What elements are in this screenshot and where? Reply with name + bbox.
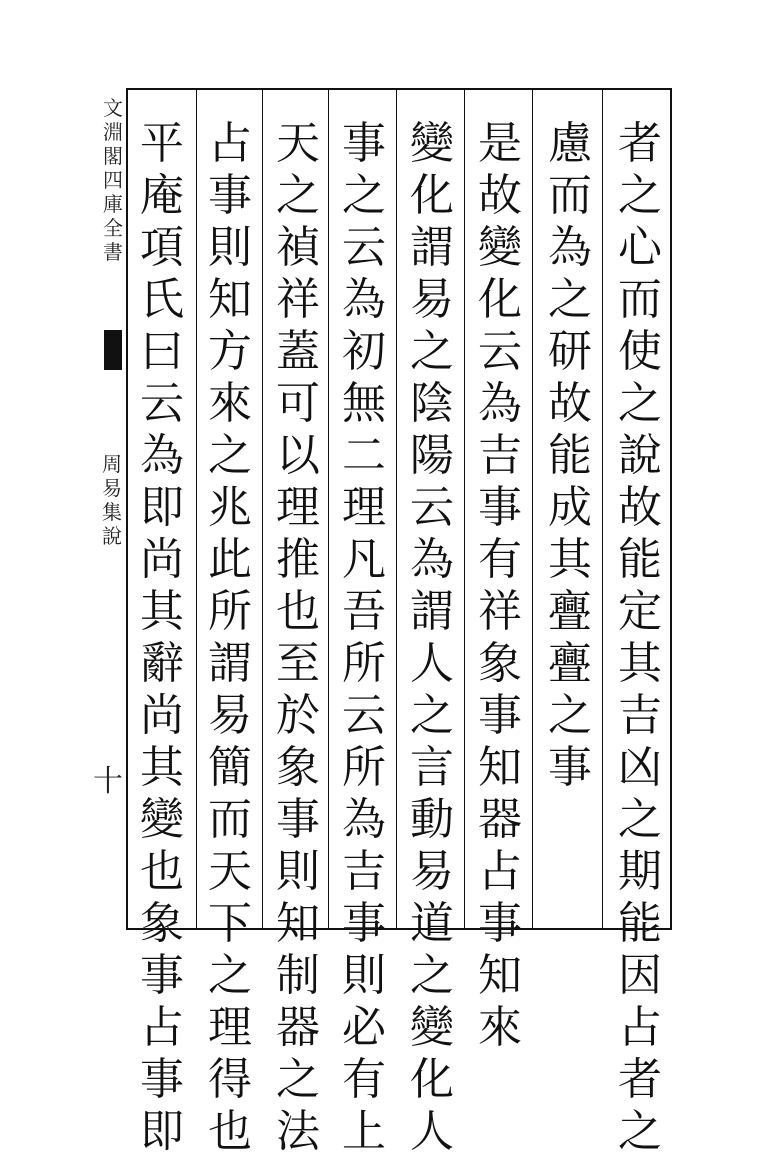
book-title-character: 說 bbox=[102, 524, 122, 548]
column-character: 定 bbox=[618, 586, 662, 637]
column-character: 之 bbox=[410, 326, 454, 377]
column-character: 化 bbox=[410, 1054, 454, 1105]
edge-title-character: 庫 bbox=[103, 192, 123, 216]
column-character: 變 bbox=[410, 118, 454, 169]
column-character: 為 bbox=[548, 222, 592, 273]
column-character: 變 bbox=[478, 222, 522, 273]
column-character: 知 bbox=[276, 898, 320, 949]
column-character: 平 bbox=[140, 118, 184, 169]
column-character: 所 bbox=[342, 742, 386, 793]
column-character: 至 bbox=[276, 638, 320, 689]
column-divider bbox=[532, 88, 533, 930]
column-character: 使 bbox=[618, 326, 662, 377]
edge-title-character: 文 bbox=[103, 96, 123, 120]
column-character: 之 bbox=[276, 170, 320, 221]
column-character: 辭 bbox=[140, 638, 184, 689]
column-character: 為 bbox=[342, 794, 386, 845]
column-character: 簡 bbox=[208, 742, 252, 793]
column-character: 者 bbox=[618, 118, 662, 169]
column-character: 知 bbox=[478, 950, 522, 1001]
column-character: 之 bbox=[208, 950, 252, 1001]
column-character: 也 bbox=[208, 1106, 252, 1157]
column-character: 所 bbox=[208, 586, 252, 637]
column-character: 有 bbox=[342, 1054, 386, 1105]
column-character: 人 bbox=[410, 1106, 454, 1157]
column-character: 來 bbox=[478, 1002, 522, 1053]
column-character: 天 bbox=[208, 846, 252, 897]
column-character: 為 bbox=[140, 430, 184, 481]
column-divider bbox=[396, 88, 397, 930]
column-character: 變 bbox=[410, 1002, 454, 1053]
column-character: 尚 bbox=[140, 534, 184, 585]
column-character: 事 bbox=[140, 950, 184, 1001]
book-title bbox=[100, 452, 124, 548]
column-character: 來 bbox=[208, 378, 252, 429]
column-character: 上 bbox=[342, 1106, 386, 1157]
column-character: 理 bbox=[276, 482, 320, 533]
column-character: 成 bbox=[548, 482, 592, 533]
column-character: 器 bbox=[276, 1002, 320, 1053]
column-character: 禎 bbox=[276, 222, 320, 273]
column-character: 之 bbox=[410, 950, 454, 1001]
column-character: 即 bbox=[140, 482, 184, 533]
column-character: 吉 bbox=[478, 430, 522, 481]
text-column-7 bbox=[198, 118, 262, 1158]
column-character: 陰 bbox=[410, 378, 454, 429]
column-character: 其 bbox=[548, 534, 592, 585]
column-character: 方 bbox=[208, 326, 252, 377]
column-character: 之 bbox=[618, 1106, 662, 1157]
column-character: 即 bbox=[140, 1106, 184, 1157]
column-character: 言 bbox=[410, 742, 454, 793]
text-column-3 bbox=[468, 118, 532, 1054]
column-character: 謂 bbox=[410, 222, 454, 273]
column-character: 易 bbox=[410, 274, 454, 325]
column-character: 因 bbox=[618, 950, 662, 1001]
column-character: 則 bbox=[342, 950, 386, 1001]
column-character: 之 bbox=[276, 1054, 320, 1105]
column-character: 事 bbox=[140, 1054, 184, 1105]
column-character: 故 bbox=[478, 170, 522, 221]
column-character: 初 bbox=[342, 326, 386, 377]
column-character: 者 bbox=[618, 1054, 662, 1105]
column-character: 理 bbox=[342, 482, 386, 533]
column-character: 動 bbox=[410, 794, 454, 845]
column-character: 故 bbox=[548, 378, 592, 429]
column-character: 蓋 bbox=[276, 326, 320, 377]
column-character: 云 bbox=[140, 378, 184, 429]
column-character: 知 bbox=[208, 274, 252, 325]
column-character: 知 bbox=[478, 742, 522, 793]
column-character: 能 bbox=[548, 430, 592, 481]
edge-title-character: 書 bbox=[103, 240, 123, 264]
column-character: 事 bbox=[342, 898, 386, 949]
edge-title bbox=[102, 96, 124, 264]
column-character: 謂 bbox=[410, 586, 454, 637]
column-character: 云 bbox=[478, 326, 522, 377]
text-column-8 bbox=[130, 118, 194, 1158]
column-character: 心 bbox=[618, 222, 662, 273]
column-divider bbox=[196, 88, 197, 930]
column-character: 之 bbox=[618, 794, 662, 845]
column-character: 云 bbox=[342, 222, 386, 273]
column-character: 推 bbox=[276, 534, 320, 585]
column-character: 為 bbox=[342, 274, 386, 325]
column-character: 故 bbox=[618, 482, 662, 533]
text-column-1 bbox=[608, 118, 672, 1158]
column-character: 天 bbox=[276, 118, 320, 169]
column-character: 二 bbox=[342, 430, 386, 481]
column-character: 之 bbox=[342, 170, 386, 221]
column-character: 其 bbox=[140, 586, 184, 637]
column-character: 尚 bbox=[140, 690, 184, 741]
column-character: 以 bbox=[276, 430, 320, 481]
column-character: 必 bbox=[342, 1002, 386, 1053]
column-character: 事 bbox=[208, 170, 252, 221]
column-character: 制 bbox=[276, 950, 320, 1001]
book-title-character: 集 bbox=[102, 500, 122, 524]
column-character: 為 bbox=[410, 534, 454, 585]
column-character: 器 bbox=[478, 794, 522, 845]
column-character: 項 bbox=[140, 222, 184, 273]
column-character: 慮 bbox=[548, 118, 592, 169]
column-character: 亹 bbox=[548, 638, 592, 689]
column-character: 兆 bbox=[208, 482, 252, 533]
column-character: 則 bbox=[276, 846, 320, 897]
column-character: 化 bbox=[478, 274, 522, 325]
column-character: 是 bbox=[478, 118, 522, 169]
column-character: 吾 bbox=[342, 586, 386, 637]
column-character: 云 bbox=[342, 690, 386, 741]
column-character: 吉 bbox=[618, 690, 662, 741]
column-character: 為 bbox=[478, 378, 522, 429]
column-character: 人 bbox=[410, 638, 454, 689]
edge-title-character: 閣 bbox=[103, 144, 123, 168]
column-character: 事 bbox=[548, 742, 592, 793]
column-character: 占 bbox=[618, 1002, 662, 1053]
column-character: 理 bbox=[208, 1002, 252, 1053]
column-character: 得 bbox=[208, 1054, 252, 1105]
column-character: 象 bbox=[478, 638, 522, 689]
column-divider bbox=[262, 88, 263, 930]
column-divider bbox=[464, 88, 465, 930]
column-character: 於 bbox=[276, 690, 320, 741]
column-character: 之 bbox=[410, 690, 454, 741]
column-character: 也 bbox=[140, 846, 184, 897]
column-character: 吉 bbox=[342, 846, 386, 897]
column-character: 事 bbox=[478, 898, 522, 949]
column-character: 能 bbox=[618, 898, 662, 949]
column-character: 而 bbox=[208, 794, 252, 845]
book-title-character: 周 bbox=[102, 452, 122, 476]
text-column-6 bbox=[266, 118, 330, 1158]
column-character: 而 bbox=[548, 170, 592, 221]
column-character: 凡 bbox=[342, 534, 386, 585]
text-column-5 bbox=[332, 118, 396, 1158]
column-character: 象 bbox=[276, 742, 320, 793]
column-character: 祥 bbox=[276, 274, 320, 325]
column-character: 事 bbox=[342, 118, 386, 169]
column-divider bbox=[602, 88, 603, 930]
column-character: 事 bbox=[478, 482, 522, 533]
column-character: 曰 bbox=[140, 326, 184, 377]
folio-number: 十 bbox=[93, 764, 123, 799]
column-character: 能 bbox=[618, 534, 662, 585]
column-character: 也 bbox=[276, 586, 320, 637]
column-character: 之 bbox=[618, 170, 662, 221]
edge-title-character: 全 bbox=[103, 216, 123, 240]
column-character: 祥 bbox=[478, 586, 522, 637]
column-character: 事 bbox=[276, 794, 320, 845]
edge-title-character: 淵 bbox=[103, 120, 123, 144]
book-title-character: 易 bbox=[102, 476, 122, 500]
column-character: 之 bbox=[548, 274, 592, 325]
column-character: 庵 bbox=[140, 170, 184, 221]
column-character: 有 bbox=[478, 534, 522, 585]
column-character: 而 bbox=[618, 274, 662, 325]
column-character: 占 bbox=[140, 1002, 184, 1053]
column-character: 說 bbox=[618, 430, 662, 481]
column-character: 道 bbox=[410, 898, 454, 949]
column-character: 之 bbox=[208, 430, 252, 481]
column-character: 易 bbox=[410, 846, 454, 897]
column-character: 法 bbox=[276, 1106, 320, 1157]
column-character: 事 bbox=[478, 690, 522, 741]
column-character: 所 bbox=[342, 638, 386, 689]
column-character: 無 bbox=[342, 378, 386, 429]
fishtail-mark bbox=[104, 330, 122, 370]
column-character: 之 bbox=[618, 378, 662, 429]
column-character: 之 bbox=[548, 690, 592, 741]
column-character: 可 bbox=[276, 378, 320, 429]
column-character: 氏 bbox=[140, 274, 184, 325]
text-column-2 bbox=[538, 118, 602, 794]
column-character: 占 bbox=[478, 846, 522, 897]
edge-title-character: 四 bbox=[103, 168, 123, 192]
column-character: 占 bbox=[208, 118, 252, 169]
column-character: 象 bbox=[140, 898, 184, 949]
column-character: 下 bbox=[208, 898, 252, 949]
column-character: 則 bbox=[208, 222, 252, 273]
column-character: 變 bbox=[140, 794, 184, 845]
column-character: 其 bbox=[140, 742, 184, 793]
column-character: 此 bbox=[208, 534, 252, 585]
column-character: 謂 bbox=[208, 638, 252, 689]
column-character: 陽 bbox=[410, 430, 454, 481]
column-character: 研 bbox=[548, 326, 592, 377]
column-character: 凶 bbox=[618, 742, 662, 793]
column-character: 亹 bbox=[548, 586, 592, 637]
column-character: 易 bbox=[208, 690, 252, 741]
column-character: 化 bbox=[410, 170, 454, 221]
column-character: 其 bbox=[618, 638, 662, 689]
column-character: 期 bbox=[618, 846, 662, 897]
text-column-4 bbox=[400, 118, 464, 1158]
column-character: 云 bbox=[410, 482, 454, 533]
